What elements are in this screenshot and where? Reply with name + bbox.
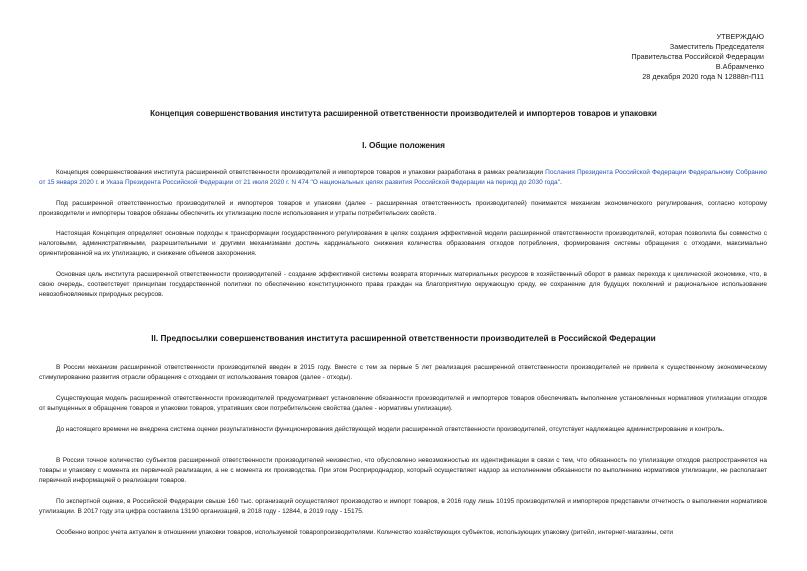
section-1-paragraph-4: Основная цель института расширенной ответственности производителей - создание эффективной системы возврата вторичных материальных ресурсов в хозяйственный оборот в рамках перехода к циклической экономике, что, в свою очередь, соответствует принципам государственной политики по обеспечению конституционного права граждан на благоприятную окружающую среду, ее сохранение для будущих поколений и рациональное использование невозобновляемых природных ресурсов. xyxy=(39,271,767,298)
paragraph-text: Концепция совершенствования института расширенной ответственности производителей и импортеров товаров и упаковки разработана в рамках реализации xyxy=(56,169,546,176)
section-2-paragraph-1: В России механизм расширенной ответственности производителей введен в 2015 году. Вместе с тем за первые 5 лет реализация расширенной ответственности производителей не привела к существенному экономическому стимулированию развития отрасли обращения с отходами от использования товаров (далее - отходы). xyxy=(39,364,767,381)
section-2-paragraph-6: Особенно вопрос учета актуален в отношении упаковки товаров, используемой товаропроизводителями. Количество хозяйствующих субъектов, использующих упаковку (ритейл, интернет-магазины, сети xyxy=(56,529,674,536)
approval-stamp: УТВЕРЖДАЮ xyxy=(716,32,764,41)
presidential-address-link[interactable]: Послания Президента Российской Федерации Федеральному Собранию от 15 января 2020 г. xyxy=(39,169,767,186)
section-2-paragraph-4: В России точное количество субъектов расширенной ответственности производителей неизвестно, что обусловлено невозможностью их идентификации в связи с тем, что обязанность по утилизации отходов распространяется на товары и упаковку с момента их первичной реализации, а не с момента их производства. При этом Росприроднадзор, который осуществляет надзор за исполнением обязанности по выполнению нормативов утилизации, не располагает первичной информацией о реализации товаров. xyxy=(39,457,767,484)
section-1-heading: I. Общие положения xyxy=(362,140,445,150)
section-2-heading: II. Предпосылки совершенствования института расширенной ответственности производителей в Российской Федерации xyxy=(151,333,656,343)
section-2-paragraph-2: Существующая модель расширенной ответственности производителей предусматривает установление обязанности производителей и импортеров товаров обеспечивать выполнение установленных нормативов утилизации отходов от выпущенных в обращение товаров и упаковки товаров, утративших свои потребительские свойства (далее - нормативы утилизации). xyxy=(39,395,767,412)
section-1-paragraph-1 xyxy=(39,168,767,188)
document-title: Концепция совершенствования института расширенной ответственности производителей и импортеров товаров и упаковки xyxy=(150,109,657,118)
section-1-paragraph-2: Под расширенной ответственностью производителей и импортеров товаров и упаковки (далее - расширенная ответственность производителей) понимается механизм экономического регулирования, согласно которому производители и импортеры товаров обязаны обеспечить их утилизацию после использования и утраты потребительских свойств. xyxy=(39,200,767,217)
section-2-paragraph-5: По экспертной оценке, в Российской Федерации свыше 160 тыс. организаций осуществляют производство и импорт товаров, в 2016 году лишь 10195 производителей и импортеров представили отчетность о выполнении нормативов утилизации. В 2017 году эта цифра составила 13190 организаций, в 2018 году - 12844, в 2019 году - 15175. xyxy=(39,498,767,515)
approval-position: Заместитель Председателя xyxy=(669,42,764,51)
approval-organization: Правительства Российской Федерации xyxy=(631,52,764,61)
paragraph-text: . xyxy=(559,178,562,186)
section-2-paragraph-3: До настоящего времени не внедрена система оценки результативности функционирования действующей модели расширенной ответственности производителей, отсутствует надлежащее администрирование и контроль. xyxy=(56,426,725,433)
section-1-paragraph-3: Настоящая Концепция определяет основные подходы к трансформации государственного регулирования в целях создания эффективной модели расширенной ответственности производителей, которая позволила бы совместно с налоговыми, административными, разрешительными и другими механизмами достичь кардинального снижения количества образования отходов потребления, формирования системы обращения с отходами, максимально ориентированной на их утилизацию, и снижение объемов захоронения. xyxy=(39,230,767,257)
approval-block xyxy=(564,32,764,82)
approval-signer: В.Абрамченко xyxy=(715,62,764,71)
paragraph-text: и xyxy=(98,178,107,186)
presidential-decree-link[interactable]: Указа Президента Российской Федерации от 21 июля 2020 г. N 474 "О национальных целях развития Российской Федерации на период до 2030 года" xyxy=(106,178,560,186)
approval-date-number: 28 декабря 2020 года N 12888п-П11 xyxy=(642,72,764,81)
